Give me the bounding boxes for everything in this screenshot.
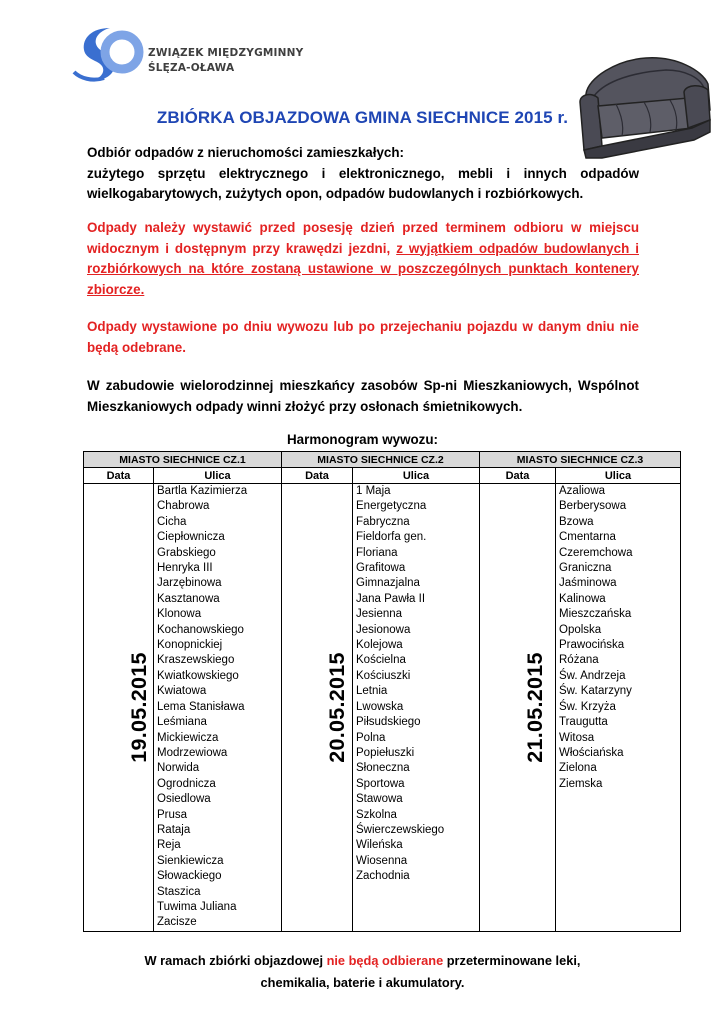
street-item: Kraszewskiego <box>157 654 235 667</box>
street-item: Fieldorfa gen. <box>356 531 427 544</box>
zone-header-row <box>84 452 681 468</box>
street-item: Fabryczna <box>356 515 410 528</box>
intro-paragraph <box>87 143 639 205</box>
org-name-line2: ŚLĘZA-OŁAWA <box>148 62 235 74</box>
zone-header-2: MIASTO SIECHNICE CZ.2 <box>282 452 480 468</box>
footer-text-1: W ramach zbiórki objazdowej <box>144 953 327 968</box>
street-item: Ciepłownicza <box>157 531 225 544</box>
street-item: Słowackiego <box>157 870 222 883</box>
street-item: Jana Pawła II <box>356 592 426 605</box>
street-item: Jaśminowa <box>559 577 617 590</box>
street-item: Witosa <box>559 731 595 744</box>
intro-line2: zużytego sprzętu elektrycznego i elektronicznego, mebli i innych odpadów wielkogabarytowych, zużytych opon, odpadów budowlanych i rozbiórkowych. <box>87 165 639 201</box>
street-item: Bartla Kazimierza <box>157 485 248 497</box>
street-item: Azaliowa <box>559 485 606 497</box>
street-list-1 <box>154 484 282 932</box>
zone-date-cell-2 <box>282 484 353 932</box>
street-item: Jesionowa <box>356 623 411 636</box>
schedule-body-row <box>84 484 681 932</box>
street-item: Różana <box>559 654 599 667</box>
street-item: Szkolna <box>356 808 397 821</box>
street-item: Floriana <box>356 546 398 559</box>
zone-date-3: 21.05.2015 <box>522 652 547 763</box>
street-item: Stawowa <box>356 793 403 806</box>
col-header-date: Data <box>480 468 556 484</box>
street-item: Modrzewiowa <box>157 746 228 759</box>
intro-line1: Odbiór odpadów z nieruchomości zamieszkałych: <box>87 145 404 160</box>
street-item: Św. Katarzyny <box>559 685 632 698</box>
street-item: Osiedlowa <box>157 793 211 806</box>
street-item: Zacisze <box>157 916 197 929</box>
street-item: Sienkiewicza <box>157 854 224 867</box>
street-item: 1 Maja <box>356 485 391 497</box>
street-item: Ziemska <box>559 777 603 790</box>
schedule-title: Harmonogram wywozu: <box>286 432 439 447</box>
street-item: Zielona <box>559 762 597 775</box>
street-item: Świerczewskiego <box>356 823 445 836</box>
zone-date-2: 20.05.2015 <box>324 652 349 763</box>
street-item: Wiosenna <box>356 854 408 867</box>
street-item: Kochanowskiego <box>157 623 244 636</box>
street-item: Grafitowa <box>356 562 406 575</box>
street-item: Piłsudskiego <box>356 716 421 729</box>
footer-line1 <box>0 953 725 968</box>
street-item: Tuwima Juliana <box>157 900 237 913</box>
street-item: Gimnazjalna <box>356 577 420 590</box>
street-item: Grabskiego <box>157 546 216 559</box>
street-item: Graniczna <box>559 562 612 575</box>
notice-late-waste-text: Odpady wystawione po dniu wywozu lub po przejechaniu pojazdu w danym dniu nie będą odebrane. <box>87 319 639 355</box>
notice-placement <box>87 218 639 300</box>
column-header-row <box>84 468 681 484</box>
zone-date-1: 19.05.2015 <box>126 652 151 763</box>
street-item: Św. Krzyża <box>559 700 616 713</box>
footer-text-3: przeterminowane leki, <box>443 953 581 968</box>
street-item: Włościańska <box>559 746 624 759</box>
schedule-table <box>83 451 681 932</box>
zone-header-1: MIASTO SIECHNICE CZ.1 <box>84 452 282 468</box>
street-item: Mieszczańska <box>559 608 632 621</box>
s-swirl-logo-icon <box>70 22 150 84</box>
street-item: Norwida <box>157 762 200 775</box>
street-item: Mickiewicza <box>157 731 219 744</box>
street-item: Berberysowa <box>559 500 627 513</box>
street-item: Kasztanowa <box>157 592 220 605</box>
org-name-line1: ZWIĄZEK MIĘDZYGMINNY <box>148 47 304 59</box>
zone-date-cell-1 <box>84 484 154 932</box>
street-item: Henryka III <box>157 562 213 575</box>
street-item: Cmentarna <box>559 531 616 544</box>
notice-multifamily <box>87 376 639 417</box>
street-item: Czeremchowa <box>559 546 633 559</box>
street-item: Kalinowa <box>559 592 606 605</box>
street-item: Letnia <box>356 685 388 698</box>
footer-line2: chemikalia, baterie i akumulatory. <box>260 975 465 990</box>
street-item: Chabrowa <box>157 500 210 513</box>
street-item: Staszica <box>157 885 201 898</box>
street-list-3 <box>556 484 681 932</box>
street-item: Kościelna <box>356 654 406 667</box>
street-item: Sportowa <box>356 777 405 790</box>
street-item: Konopnickiej <box>157 639 223 652</box>
street-list-2 <box>353 484 480 932</box>
street-item: Jarzębinowa <box>157 577 222 590</box>
street-item: Kwiatowa <box>157 685 207 698</box>
col-header-street: Ulica <box>556 468 681 484</box>
street-item: Reja <box>157 839 181 852</box>
street-item: Prawocińska <box>559 639 625 652</box>
street-item: Traugutta <box>559 716 608 729</box>
col-header-street: Ulica <box>353 468 480 484</box>
street-item: Wileńska <box>356 839 403 852</box>
col-header-street: Ulica <box>154 468 282 484</box>
notice-late-waste <box>87 317 639 358</box>
street-item: Kolejowa <box>356 639 403 652</box>
street-item: Jesienna <box>356 608 403 621</box>
street-item: Św. Andrzeja <box>559 669 626 682</box>
street-item: Polna <box>356 731 386 744</box>
street-item: Bzowa <box>559 515 594 528</box>
org-name <box>148 46 303 76</box>
street-item: Popiełuszki <box>356 746 415 759</box>
zone-date-cell-3 <box>480 484 556 932</box>
col-header-date: Data <box>84 468 154 484</box>
notice-placement-text: Odpady należy wystawić przed posesję dzień przed terminem odbioru w miejscu widocznym i dostępnym przy krawędzi jezdni, <box>87 220 639 256</box>
street-item: Kwiatkowskiego <box>157 669 239 682</box>
street-item: Rataja <box>157 823 191 836</box>
street-item: Prusa <box>157 808 188 821</box>
page-title: ZBIÓRKA OBJAZDOWA GMINA SIECHNICE 2015 r. <box>156 108 569 127</box>
street-item: Leśmiana <box>157 716 207 729</box>
zone-header-3: MIASTO SIECHNICE CZ.3 <box>480 452 681 468</box>
col-header-date: Data <box>282 468 353 484</box>
notice-multifamily-text: W zabudowie wielorodzinnej mieszkańcy zasobów Sp-ni Mieszkaniowych, Wspólnot Mieszkaniowych odpady winni złożyć przy osłonach śmietnikowych. <box>87 378 639 414</box>
street-item: Lema Stanisława <box>157 700 245 713</box>
street-item: Energetyczna <box>356 500 427 513</box>
notice-placement-exception: z wyjątkiem odpadów budowlanych i rozbiórkowych na które zostaną ustawione w poszczególnych punktach kontenery zbiorcze. <box>87 240 639 297</box>
street-item: Ogrodnicza <box>157 777 216 790</box>
street-item: Słoneczna <box>356 762 410 775</box>
street-item: Zachodnia <box>356 870 410 883</box>
street-item: Cicha <box>157 515 187 528</box>
street-item: Kościuszki <box>356 669 411 682</box>
footer-text-red: nie będą odbierane <box>326 953 444 968</box>
street-item: Lwowska <box>356 700 404 713</box>
street-item: Klonowa <box>157 608 202 621</box>
street-item: Opolska <box>559 623 602 636</box>
